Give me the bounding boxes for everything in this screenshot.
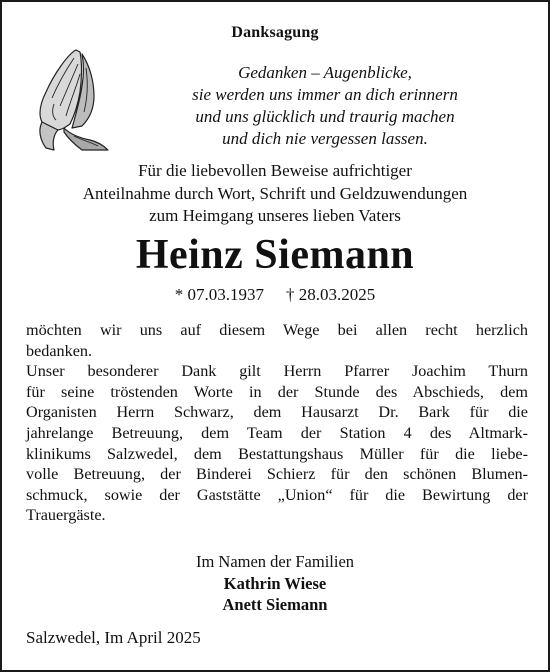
body-line: möchten wir uns auf diesem Wege bei allen recht herzlich (26, 321, 528, 339)
poem-line: sie werden uns immer an dich erinnern (192, 85, 458, 104)
birth-date: * 07.03.1937 (174, 285, 264, 304)
life-dates (2, 284, 548, 306)
death-date: † 28.03.2025 (286, 285, 376, 304)
intro-text (2, 160, 548, 228)
intro-line: Für die liebevollen Beweise aufrichtiger (138, 161, 412, 180)
signature-line: Im Namen der Familien (195, 552, 355, 571)
intro-line: Anteilnahme durch Wort, Schrift und Geldzuwendungen (82, 183, 468, 203)
praying-hands-icon (24, 44, 110, 152)
body-line: Trauergäste. (26, 506, 106, 525)
thanks-body (26, 320, 528, 526)
body-line: für seine tröstenden Worte in der Stunde des Abschieds, dem (26, 382, 528, 401)
signatory-name: Anett Siemann (222, 595, 328, 614)
signatory-name: Kathrin Wiese (223, 573, 327, 593)
body-line: jahrelange Betreuung, dem Team der Station 4 des Altmark- (26, 423, 528, 442)
signature-block (2, 551, 548, 616)
body-line: schmuck, sowie der Gaststätte „Union“ für die Bewirtung der (26, 485, 528, 504)
intro-line: zum Heimgang unseres lieben Vaters (149, 206, 401, 225)
place-date: Salzwedel, Im April 2025 (26, 628, 201, 647)
poem-line: und uns glücklich und traurig machen (195, 107, 455, 126)
body-line: bedanken. (26, 341, 93, 360)
body-line: klinikums Salzwedel, dem Bestattungshaus Müller für die liebe- (26, 444, 528, 463)
poem (102, 62, 548, 150)
poem-line: Gedanken – Augenblicke, (238, 63, 412, 82)
deceased-name: Heinz Siemann (135, 232, 415, 278)
body-line: volle Betreuung, der Binderei Schierz für den schönen Blumen- (26, 465, 528, 484)
poem-line: und dich nie vergessen lassen. (222, 129, 428, 148)
notice-heading: Danksagung (231, 24, 319, 41)
body-line: Unser besonderer Dank gilt Herrn Pfarrer Joachim Thurn (26, 362, 528, 381)
body-line: Organisten Herrn Schwarz, dem Hausarzt Dr. Bark für die (26, 403, 528, 422)
